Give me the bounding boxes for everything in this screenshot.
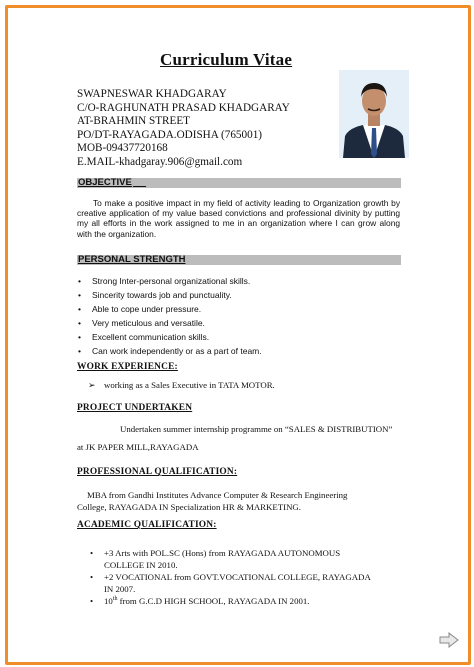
list-item: • Can work independently or as a part of team. — [78, 346, 262, 356]
strength-bar — [77, 255, 401, 265]
dot-bullet-icon: • — [90, 548, 94, 558]
dot-bullet-icon: • — [78, 290, 81, 300]
objective-heading: OBJECTIVE — [78, 177, 132, 188]
dot-bullet-icon: • — [90, 572, 94, 582]
list-item: • Able to cope under pressure. — [78, 304, 202, 314]
project-heading: PROJECT UNDERTAKEN — [77, 403, 193, 413]
project-line: Undertaken summer internship programme on “SALES & DISTRIBUTION” — [120, 424, 393, 434]
list-item: • Sincerity towards job and punctuality. — [78, 290, 232, 300]
objective-bar — [77, 178, 401, 188]
list-item: • Very meticulous and versatile. — [78, 318, 205, 328]
strength-heading: PERSONAL STRENGTH — [78, 254, 186, 265]
list-item: • Excellent communication skills. — [78, 332, 210, 342]
objective-line: where I can grow along with the organization. — [77, 218, 401, 239]
list-item: • 10th from G.C.D HIGH SCHOOL, RAYAGADA IN 2001. — [90, 596, 310, 606]
objective-line: growth by creative application of my value based convictions and professional — [77, 198, 401, 219]
dot-bullet-icon: • — [90, 596, 94, 606]
objective-line: divinity by putting my all efforts in the work assigned to me in an organization — [77, 208, 400, 229]
work-item: ➢ working as a Sales Executive in TATA MOTOR. — [88, 380, 275, 390]
street-line: AT-BRAHMIN STREET — [77, 115, 191, 128]
objective-line: To make a positive impact in my field of activity leading to Organization — [93, 198, 361, 208]
co-line: C/O-RAGHUNATH PRASAD KHADGARAY — [77, 101, 290, 114]
person-photo-icon — [339, 70, 409, 158]
name-line: SWAPNESWAR KHADGARAY — [77, 88, 227, 100]
list-item: • +3 Arts with POL.SC (Hons) from RAYAGADA AUTONOMOUS — [90, 548, 341, 558]
professional-line: College, RAYAGADA IN Specialization HR & MARKETING. — [77, 502, 301, 512]
dot-bullet-icon: • — [78, 304, 81, 314]
professional-line: MBA from Gandhi Institutes Advance Computer & Research Engineering — [87, 490, 348, 500]
list-item: • Strong Inter-personal organizational skills. — [78, 276, 251, 286]
arrow-bullet-icon: ➢ — [88, 380, 96, 390]
list-item-cont: IN 2007. — [104, 584, 136, 594]
email-line: E.MAIL-khadgaray.906@gmail.com — [77, 155, 243, 168]
page-title: Curriculum Vitae — [160, 50, 293, 69]
list-item: • +2 VOCATIONAL from GOVT.VOCATIONAL COLLEGE, RAYAGADA — [90, 572, 371, 582]
contact-block — [77, 88, 290, 170]
po-line: PO/DT-RAYAGADA.ODISHA (765001) — [77, 128, 263, 141]
work-heading: WORK EXPERIENCE: — [77, 362, 178, 372]
objective-text — [77, 198, 400, 239]
dot-bullet-icon: • — [78, 346, 81, 356]
project-line: at JK PAPER MILL,RAYAGADA — [77, 442, 199, 452]
dot-bullet-icon: • — [78, 276, 81, 286]
professional-heading: PROFESSIONAL QUALIFICATION: — [77, 467, 238, 477]
dot-bullet-icon: • — [78, 332, 81, 342]
dot-bullet-icon: • — [78, 318, 81, 328]
list-item-cont: COLLEGE IN 2010. — [104, 560, 178, 570]
mobile-line: MOB-09437720168 — [77, 142, 168, 155]
profile-photo — [339, 70, 409, 158]
academic-heading: ACADEMIC QUALIFICATION: — [77, 520, 217, 530]
next-arrow-icon[interactable] — [439, 632, 459, 648]
